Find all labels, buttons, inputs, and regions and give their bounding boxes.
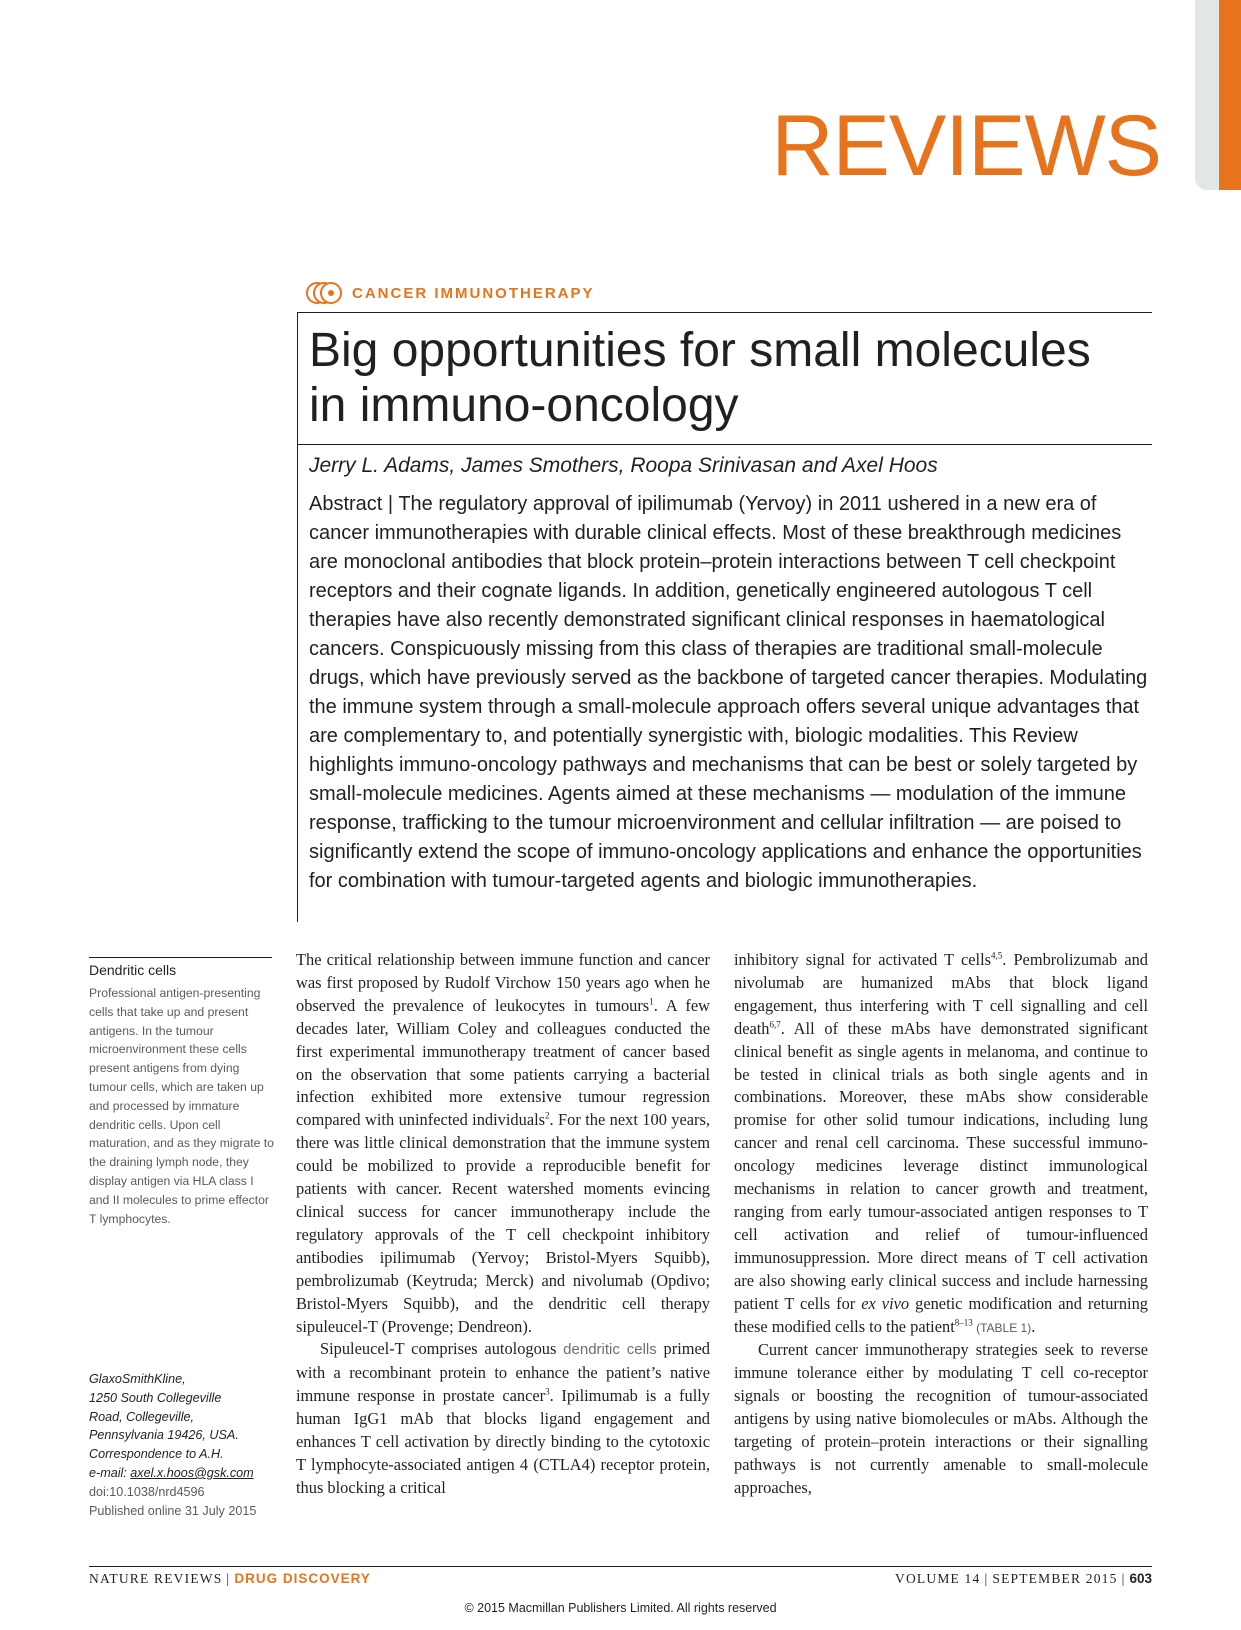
abstract-label: Abstract | <box>309 493 399 515</box>
footer-issue <box>895 1571 1152 1587</box>
author-list: Jerry L. Adams, James Smothers, Roopa Srinivasan and Axel Hoos <box>309 454 938 477</box>
volume: VOLUME 14 <box>895 1571 981 1586</box>
title-divider-top <box>297 312 1152 313</box>
reference-link[interactable]: 1 <box>649 996 654 1007</box>
reference-link[interactable]: 2 <box>545 1110 550 1121</box>
published-date: Published online 31 July 2015 <box>89 1503 257 1518</box>
abstract <box>309 490 1149 896</box>
body-paragraph: Current cancer immunotherapy strategies seek to reverse immune tolerance either by modulating T cell co-receptor signals or boosting the recognition of tumour-associated antigens by using native biomolecules or mAbs. Although the targeting of protein–protein interactions or their signalling pathways is not currently amenable to small-molecule approaches, <box>734 1340 1148 1497</box>
footer-divider <box>89 1566 1152 1567</box>
body-paragraph <box>296 1338 710 1499</box>
email-label: e-mail: <box>89 1465 131 1480</box>
title-vertical-rule <box>297 312 298 922</box>
text-run: . Ipilimumab is a fully human IgG1 mAb that blocks ligand engagement and enhances T cell activation by directly binding to the cytotoxic T lymphocyte-associated antigen 4 (CTLA4) receptor protein, thus blocking a critical <box>296 1386 710 1497</box>
italic-term: ex vivo <box>861 1293 910 1313</box>
title-line-2: in immuno-oncology <box>309 379 739 432</box>
text-run: . All of these mAbs have demonstrated significant clinical benefit as single agents in melanoma, and continue to be tested in clinical trials as both single agents and in combinations. Moreover, these mAbs show considerable promise for other solid tumour indications, including lung cancer and renal cell carcinoma. These successful immuno-oncology medicines leverage distinct immunological mechanisms in relation to cancer growth and treatment, ranging from early tumour-associated antigen responses to T cell activation and relief of tumour-influenced immunosuppression. More direct means of T cell activation are also showing early clinical success and include harnessing patient T cells for <box>734 1018 1148 1313</box>
issue-date: SEPTEMBER 2015 <box>992 1571 1118 1586</box>
category-label: CANCER IMMUNOTHERAPY <box>352 284 595 302</box>
email-line <box>89 1464 279 1483</box>
journal-name: NATURE REVIEWS <box>89 1571 223 1586</box>
glossary-term: Dendritic cells <box>89 962 177 978</box>
text-run: genetic modification and returning these modified cells to the patient <box>734 1293 1148 1336</box>
category-tag <box>306 279 595 307</box>
affiliation-block <box>89 1370 279 1520</box>
text-run: inhibitory signal for activated T cells <box>734 950 991 969</box>
title-divider-bottom <box>297 444 1152 445</box>
affiliation-line: Pennsylvania 19426, USA. <box>89 1428 239 1443</box>
glossary-divider <box>89 957 272 958</box>
footer-separator: | <box>226 1571 231 1586</box>
text-run: . A few decades later, William Coley and colleagues conducted the first experimental immunotherapy treatment of cancer based on the observation that some patients carrying a bacterial infection exhibited more extensive tumour regression compared with uninfected individuals <box>296 995 710 1130</box>
glossary-term-link[interactable]: dendritic cells <box>563 1341 657 1359</box>
text-run: . <box>1031 1316 1036 1336</box>
text-run: . Pembrolizumab and nivolumab are humanized mAbs that block ligand engagement, thus interfering with T cell signalling and cell death <box>734 950 1148 1038</box>
footer-separator: | <box>1121 1571 1126 1586</box>
affiliation-line: Road, Collegeville, <box>89 1409 195 1424</box>
abstract-text: The regulatory approval of ipilimumab (Yervoy) in 2011 ushered in a new era of cancer immunotherapies with durable clinical effects. Most of these breakthrough medicines are monoclonal antibodies that block protein–protein interactions between T cell checkpoint receptors and their cognate ligands. In addition, genetically engineered autologous T cell therapies have also recently demonstrated significant clinical responses in haematological cancers. Conspicuously missing from this class of therapies are traditional small-molecule drugs, which have previously served as the backbone of targeted cancer therapies. Modulating the immune system through a small-molecule approach offers several unique advantages that are complementary to, and potentially synergistic with, biologic modalities. This Review highlights immuno-oncology pathways and mechanisms that can be best or solely targeted by small-molecule medicines. Agents aimed at these mechanisms — modulation of the immune response, trafficking to the tumour microenvironment and cellular infiltration — are poised to significantly extend the scope of immuno-oncology applications and enhance the opportunities for combination with tumour-targeted agents and biologic immunotherapies. <box>309 493 1148 892</box>
text-run: Sipuleucel-T comprises autologous <box>320 1339 564 1359</box>
edge-tab-orange <box>1219 0 1241 190</box>
reference-link[interactable]: 4,5 <box>991 950 1003 961</box>
affiliation-line: 1250 South Collegeville <box>89 1390 222 1405</box>
section-label-reviews: REVIEWS <box>771 98 1161 194</box>
body-paragraph <box>734 949 1148 1339</box>
body-column-1 <box>296 949 710 1500</box>
text-run: primed with a recombinant protein to enhance the patient’s native immune response in prostate cancer <box>296 1339 710 1406</box>
footer-separator: | <box>984 1571 989 1586</box>
page-number: 603 <box>1129 1571 1152 1586</box>
doi: doi:10.1038/nrd4596 <box>89 1484 205 1499</box>
table-reference-link[interactable]: (TABLE 1) <box>972 1320 1032 1335</box>
reference-link[interactable]: 8–13 <box>954 1317 973 1328</box>
copyright-notice: © 2015 Macmillan Publishers Limited. All rights reserved <box>464 1601 777 1615</box>
body-paragraph <box>296 949 710 1338</box>
text-run: . For the next 100 years, there was little clinical demonstration that the immune system could be mobilized to provide a reproducible benefit for patients with cancer. Recent watershed moments evincing clinical success for cancer immunotherapy include the regulatory approvals of the T cell checkpoint inhibitory antibodies ipilimumab (Yervoy; Bristol-Myers Squibb), pembrolizumab (Keytruda; Merck) and nivolumab (Opdivo; Bristol-Myers Squibb), and the dendritic cell therapy sipuleucel-T (Provenge; Dendreon). <box>296 1110 710 1336</box>
glossary-definition: Professional antigen-presenting cells that take up and present antigens. In the tumour microenvironment these cells present antigens from dying tumour cells, which are taken up and processed by immature dendritic cells. Upon cell maturation, and as they migrate to the draining lymph node, they display antigen via HLA class I and II molecules to prime effector T lymphocytes. <box>89 986 274 1226</box>
reference-link[interactable]: 3 <box>545 1386 550 1397</box>
article-title <box>309 323 1149 433</box>
concentric-circles-icon <box>306 279 346 307</box>
affiliation-line: GlaxoSmithKline, <box>89 1372 186 1386</box>
footer-journal <box>89 1571 371 1587</box>
body-column-2 <box>734 949 1148 1500</box>
correspondence-line: Correspondence to A.H. <box>89 1447 224 1462</box>
text-run: The critical relationship between immune function and cancer was first proposed by Rudolf Virchow 150 years ago when he observed the prevalence of leukocytes in tumours <box>296 950 710 1015</box>
journal-section: DRUG DISCOVERY <box>234 1571 371 1586</box>
title-line-1: Big opportunities for small molecules <box>309 324 1091 377</box>
email-link[interactable]: axel.x.hoos@gsk.com <box>130 1465 254 1480</box>
reference-link[interactable]: 6,7 <box>769 1019 781 1030</box>
